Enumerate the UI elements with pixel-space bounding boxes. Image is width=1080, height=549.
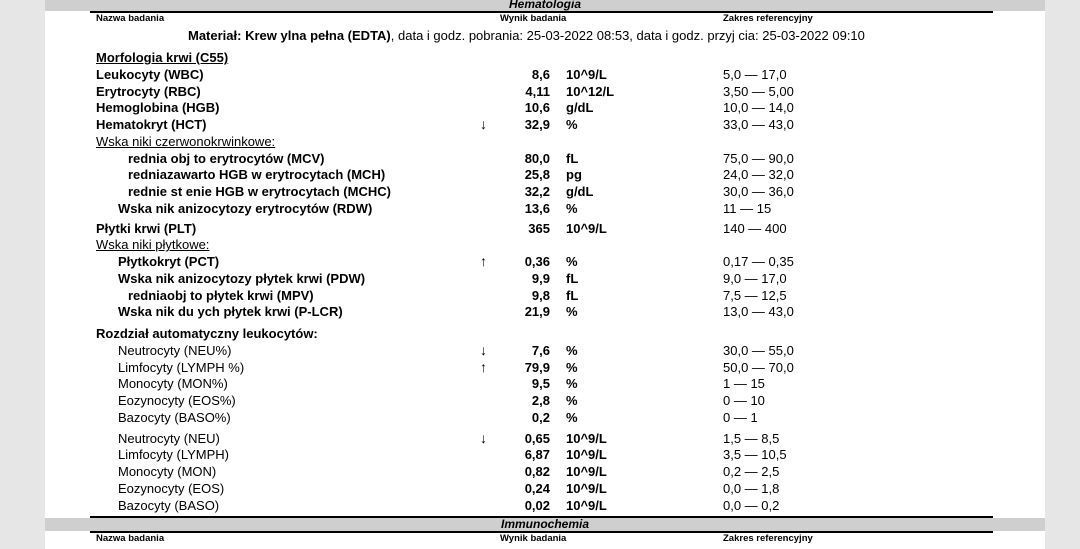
column-header-reference: Zakres referencyjny	[723, 13, 813, 24]
reference-range: 33,0 — 43,0	[723, 117, 794, 132]
result-row	[0, 342, 1080, 359]
result-value: 0,24	[524, 480, 550, 496]
result-row	[0, 409, 1080, 426]
test-name: Bazocyty (BASO)	[118, 497, 220, 513]
section-header-hematology: Hematologia	[45, 0, 1045, 11]
result-value: 9,8	[531, 287, 550, 303]
result-unit: fL	[566, 270, 579, 286]
result-row	[0, 133, 1080, 150]
result-value: 32,9	[524, 117, 550, 132]
result-value: 0,82	[524, 464, 550, 479]
result-unit: 10^9/L	[566, 220, 607, 236]
result-value: 9,5	[531, 376, 550, 392]
test-name: Płytki krwi (PLT)	[96, 220, 197, 236]
arrow-up-icon: ↑	[480, 358, 487, 375]
result-row	[0, 375, 1080, 392]
result-row	[0, 446, 1080, 463]
result-row	[0, 359, 1080, 376]
result-value: 4,11	[525, 83, 550, 99]
reference-range: 24,0 — 32,0	[723, 167, 794, 183]
test-name: Płytkokryt (PCT)	[118, 254, 220, 269]
result-unit: 10^9/L	[566, 430, 607, 446]
reference-range: 0,2 — 2,5	[723, 464, 780, 479]
test-name: Wska nik anizocytozy płytek krwi (PDW)	[118, 270, 366, 286]
result-row	[0, 116, 1080, 133]
result-value: 25,8	[524, 167, 550, 183]
result-value: 21,9	[524, 304, 550, 320]
arrow-up-icon: ↑	[480, 253, 487, 269]
test-name: Wska niki płytkowe:	[96, 237, 210, 253]
reference-range: 50,0 — 70,0	[723, 359, 794, 375]
result-unit: pg	[566, 167, 582, 183]
result-row	[0, 497, 1080, 514]
section-header-immunochemistry: Immunochemia	[45, 518, 1045, 531]
result-value: 0,2	[531, 409, 550, 425]
test-name: Neutrocyty (NEU)	[118, 430, 220, 446]
result-value: 7,6	[531, 342, 550, 358]
test-name: Limfocyty (LYMPH %)	[118, 359, 245, 375]
result-value: 0,36	[524, 254, 550, 269]
column-header-reference: Zakres referencyjny	[723, 533, 813, 544]
reference-range: 3,5 — 10,5	[723, 447, 787, 463]
result-value: 80,0	[524, 150, 550, 166]
result-unit: g/dL	[566, 100, 594, 116]
result-row	[0, 150, 1080, 167]
material-label: Materiał:	[188, 28, 242, 43]
arrow-down-icon: ↓	[480, 429, 487, 446]
result-row	[0, 480, 1080, 497]
result-unit: %	[566, 393, 578, 408]
result-row	[0, 392, 1080, 409]
test-name: Eozynocyty (EOS%)	[118, 393, 236, 408]
result-row	[0, 287, 1080, 304]
result-unit: %	[566, 342, 578, 358]
material-value: Krew ylna pełna (EDTA)	[245, 28, 391, 43]
result-unit: %	[566, 359, 578, 375]
reference-range: 0,17 — 0,35	[723, 254, 794, 269]
test-name: Hematokryt (HCT)	[96, 117, 207, 132]
test-name: Neutrocyty (NEU%)	[118, 342, 232, 358]
column-header-result: Wynik badania	[500, 533, 567, 544]
reference-range: 0 — 1	[723, 409, 758, 425]
result-row	[0, 83, 1080, 100]
test-name: Morfologia krwi (C55)	[96, 50, 229, 65]
test-name: redniaobj to płytek krwi (MPV)	[128, 287, 314, 303]
result-unit: 10^12/L	[566, 83, 615, 99]
test-name: Wska niki czerwonokrwinkowe:	[96, 133, 276, 149]
reference-range: 140 — 400	[723, 220, 787, 236]
result-row	[0, 220, 1080, 237]
result-value: 2,8	[531, 393, 550, 408]
result-value: 9,9	[531, 270, 550, 286]
reference-range: 0,0 — 0,2	[723, 497, 780, 513]
result-value: 0,02	[524, 497, 550, 513]
result-row	[0, 430, 1080, 447]
result-row	[0, 236, 1080, 253]
reference-range: 1,5 — 8,5	[723, 430, 780, 446]
test-name: redniazawarto HGB w erytrocytach (MCH)	[128, 167, 386, 183]
test-name: rednia obj to erytrocytów (MCV)	[128, 150, 325, 166]
test-name: Eozynocyty (EOS)	[118, 480, 225, 496]
result-value: 365	[528, 220, 550, 236]
result-unit: %	[566, 200, 578, 216]
arrow-down-icon: ↓	[480, 116, 487, 132]
result-row	[0, 303, 1080, 320]
result-unit: fL	[566, 287, 579, 303]
result-row	[0, 66, 1080, 83]
result-unit: %	[566, 254, 578, 269]
reference-range: 9,0 — 17,0	[723, 270, 787, 286]
reference-range: 11 — 15	[723, 200, 772, 216]
result-row	[0, 99, 1080, 116]
result-value: 8,6	[531, 66, 550, 82]
test-name: rednie st enie HGB w erytrocytach (MCHC)	[128, 184, 391, 199]
result-row	[0, 270, 1080, 287]
result-value: 0,65	[524, 430, 550, 446]
test-name: Erytrocyty (RBC)	[96, 83, 201, 99]
result-value: 79,9	[524, 359, 550, 375]
result-unit: 10^9/L	[566, 464, 607, 479]
test-name: Wska nik du ych płytek krwi (P-LCR)	[118, 304, 343, 320]
reference-range: 10,0 — 14,0	[723, 100, 794, 116]
result-unit: %	[566, 409, 578, 425]
reference-range: 0,0 — 1,8	[723, 480, 780, 496]
column-header-name: Nazwa badania	[96, 533, 165, 544]
result-unit: 10^9/L	[566, 66, 607, 82]
test-name: Hemoglobina (HGB)	[96, 100, 220, 116]
reference-range: 30,0 — 55,0	[723, 342, 794, 358]
test-name: Rozdział automatyczny leukocytów:	[96, 326, 318, 341]
reference-range: 7,5 — 12,5	[723, 287, 787, 303]
test-name: Leukocyty (WBC)	[96, 66, 204, 82]
result-unit: fL	[566, 150, 579, 166]
reference-range: 0 — 10	[723, 393, 765, 408]
reference-range: 3,50 — 5,00	[723, 83, 794, 99]
reference-range: 5,0 — 17,0	[723, 66, 787, 82]
result-unit: 10^9/L	[566, 497, 607, 513]
result-row	[0, 325, 1080, 342]
result-unit: 10^9/L	[566, 447, 607, 463]
test-name: Monocyty (MON%)	[118, 376, 228, 392]
reference-range: 13,0 — 43,0	[723, 304, 794, 320]
result-unit: g/dL	[566, 184, 594, 199]
column-header-result: Wynik badania	[500, 13, 567, 24]
reference-range: 75,0 — 90,0	[723, 150, 794, 166]
result-row	[0, 463, 1080, 480]
result-unit: %	[566, 117, 578, 132]
test-name: Limfocyty (LYMPH)	[118, 447, 229, 463]
result-unit: 10^9/L	[566, 480, 607, 496]
test-name: Bazocyty (BASO%)	[118, 409, 231, 425]
result-value: 6,87	[524, 447, 550, 463]
column-header-name: Nazwa badania	[96, 13, 165, 24]
test-name: Wska nik anizocytozy erytrocytów (RDW)	[118, 200, 373, 216]
test-name: Monocyty (MON)	[118, 464, 217, 479]
result-unit: %	[566, 304, 578, 320]
result-value: 32,2	[524, 184, 550, 199]
result-value: 10,6	[524, 100, 550, 116]
result-unit: %	[566, 376, 578, 392]
result-value: 13,6	[524, 200, 550, 216]
result-row	[0, 200, 1080, 217]
result-row	[0, 253, 1080, 270]
result-row	[0, 166, 1080, 183]
material-dates: , data i godz. pobrania: 25-03-2022 08:53, data i godz. przyj cia: 25-03-2022 09:10	[390, 28, 865, 43]
result-row	[0, 183, 1080, 200]
reference-range: 1 — 15	[723, 376, 765, 392]
material-info	[188, 28, 865, 43]
arrow-down-icon: ↓	[480, 341, 487, 358]
result-row	[0, 49, 1080, 66]
reference-range: 30,0 — 36,0	[723, 184, 794, 199]
